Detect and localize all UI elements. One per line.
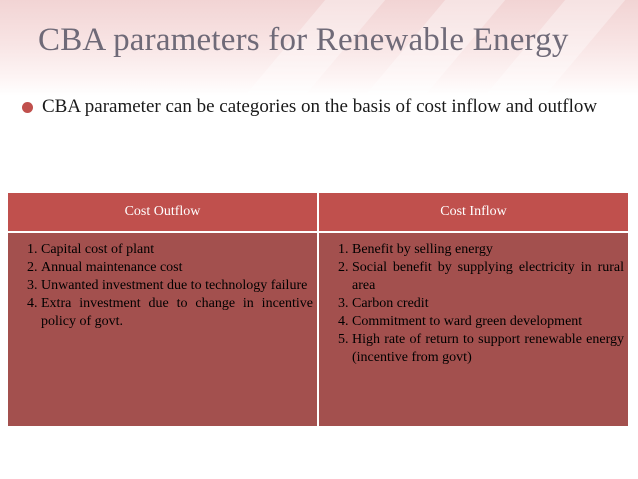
list-item: 1. Capital cost of plant xyxy=(41,241,313,259)
list-item: 3. Unwanted investment due to technology failure xyxy=(41,277,313,295)
table-body-row xyxy=(8,232,628,426)
outflow-list xyxy=(13,241,313,331)
bullet-text: CBA parameter can be categories on the basis of cost inflow and outflow xyxy=(42,96,598,117)
list-item: 4. Extra investment due to change in incentive policy of govt. xyxy=(41,295,313,331)
list-item: 4. Commitment to ward green development xyxy=(352,313,624,331)
bullet-icon xyxy=(22,102,33,113)
list-item: 1. Benefit by selling energy xyxy=(352,241,624,259)
list-item: 2. Social benefit by supplying electricity in rural area xyxy=(352,259,624,295)
header-cost-outflow: Cost Outflow xyxy=(8,193,318,232)
list-item: 3. Carbon credit xyxy=(352,295,624,313)
inflow-cell xyxy=(318,232,628,426)
outflow-cell xyxy=(8,232,318,426)
cba-table xyxy=(8,193,628,426)
slide-title: CBA parameters for Renewable Energy xyxy=(38,22,569,58)
list-item: 5. High rate of return to support renewable energy (incentive from govt) xyxy=(352,331,624,367)
inflow-list xyxy=(324,241,624,367)
table-header-row xyxy=(8,193,628,232)
list-item: 2. Annual maintenance cost xyxy=(41,259,313,277)
bullet-point xyxy=(22,94,604,120)
header-cost-inflow: Cost Inflow xyxy=(318,193,628,232)
